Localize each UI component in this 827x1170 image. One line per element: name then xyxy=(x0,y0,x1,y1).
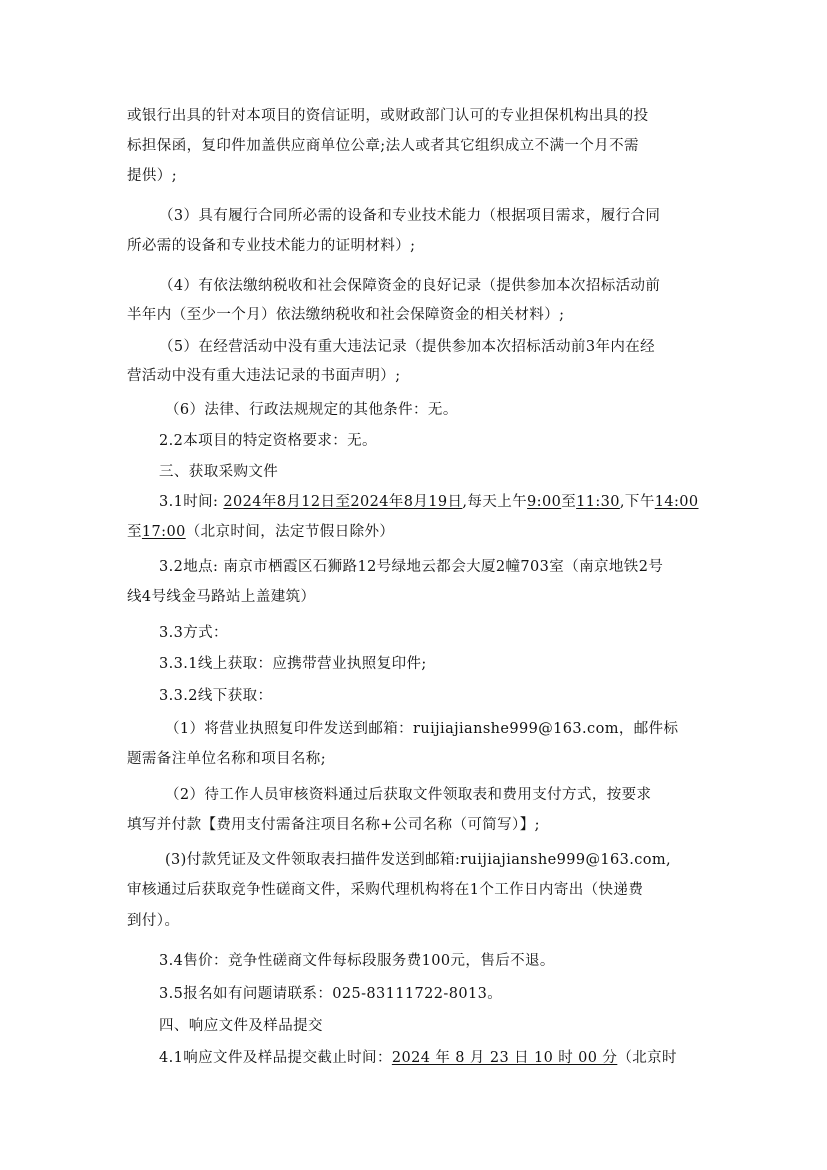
text-line: （6）法律、行政法规规定的其他条件：无。 xyxy=(165,402,458,418)
time-suffix: （北京时间，法定节假日除外） xyxy=(185,524,395,540)
time-prefix: 3.1时间: xyxy=(159,494,224,510)
text-line: （1）将营业执照复印件发送到邮箱：ruijiajianshe999@163.com，邮件标 xyxy=(165,721,679,737)
text-line: 3.3.1线上获取：应携带营业执照复印件; xyxy=(159,656,427,672)
deadline-datetime: 2024 年 8 月 23 日 10 时 00 分 xyxy=(391,1050,618,1066)
deadline-prefix: 4.1响应文件及样品提交截止时间： xyxy=(159,1050,392,1066)
pm-start: 14:00 xyxy=(654,494,699,510)
text-line: 3.5报名如有问题请联系：025-83111722-8013。 xyxy=(159,986,503,1002)
section-heading: 四、响应文件及样品提交 xyxy=(159,1018,323,1034)
to-word: 至 xyxy=(335,494,351,510)
text-line: 审核通过后获取竞争性磋商文件，采购代理机构将在1个工作日内寄出（快递费 xyxy=(127,882,644,898)
text-line: 线4号线金马路站上盖建筑） xyxy=(127,589,316,605)
to-word: 至 xyxy=(127,524,142,540)
text-line: （4）有依法缴纳税收和社会保障资金的良好记录（提供参加本次招标活动前 xyxy=(159,278,661,294)
text-line: 3.2地点: 南京市栖霞区石狮路12号绿地云都会大厦2幢703室（南京地铁2号 xyxy=(159,559,664,575)
text-line: 到付）。 xyxy=(127,913,180,929)
pm-label: ,下午 xyxy=(619,494,655,510)
text-line: (3)付款凭证及文件领取表扫描件发送到邮箱:ruijiajianshe999@163.com, xyxy=(165,852,672,868)
am-end: 11:30 xyxy=(576,494,620,510)
text-line: 3.4售价：竞争性磋商文件每标段服务费100元，售后不退。 xyxy=(159,953,555,969)
text-line: 半年内（至少一个月）依法缴纳税收和社会保障资金的相关材料）; xyxy=(127,307,565,323)
text-line: 营活动中没有重大违法记录的书面声明）; xyxy=(127,368,401,384)
start-date: 2024年8月12日 xyxy=(223,494,336,510)
deadline-line xyxy=(159,1048,707,1068)
text-line: 题需备注单位名称和项目名称; xyxy=(127,751,326,767)
text-line: 填写并付款【费用支付需备注项目名称+公司名称（可简写）】; xyxy=(127,817,540,833)
text-line: （2）待工作人员审核资料通过后获取文件领取表和费用支付方式，按要求 xyxy=(165,787,652,803)
to-word: 至 xyxy=(561,494,577,510)
text-line: 3.3方式： xyxy=(159,625,228,641)
text-line: （3）具有履行合同所必需的设备和专业技术能力（根据项目需求，履行合同 xyxy=(159,208,661,224)
time-line-cont xyxy=(127,522,707,542)
text-line: （5）在经营活动中没有重大违法记录（提供参加本次招标活动前3年内在经 xyxy=(159,339,656,355)
text-line: 3.3.2线下获取： xyxy=(159,688,273,704)
text-line: 所必需的设备和专业技术能力的证明材料）; xyxy=(127,238,416,254)
am-start: 9:00 xyxy=(527,494,562,510)
text-line: 2.2本项目的特定资格要求：无。 xyxy=(159,433,377,449)
section-heading: 三、获取采购文件 xyxy=(159,464,279,480)
time-line xyxy=(159,492,707,512)
pm-end: 17:00 xyxy=(141,524,186,540)
text-line: 或银行出具的针对本项目的资信证明，或财政部门认可的专业担保机构出具的投 xyxy=(127,108,649,124)
text-line: 标担保函，复印件加盖供应商单位公章;法人或者其它组织成立不满一个月不需 xyxy=(127,138,639,154)
text-line: 提供）; xyxy=(127,168,177,184)
end-date: 2024年8月19日 xyxy=(350,494,463,510)
deadline-suffix: （北京时 xyxy=(617,1050,677,1066)
time-mid: ,每天上午 xyxy=(462,494,528,510)
